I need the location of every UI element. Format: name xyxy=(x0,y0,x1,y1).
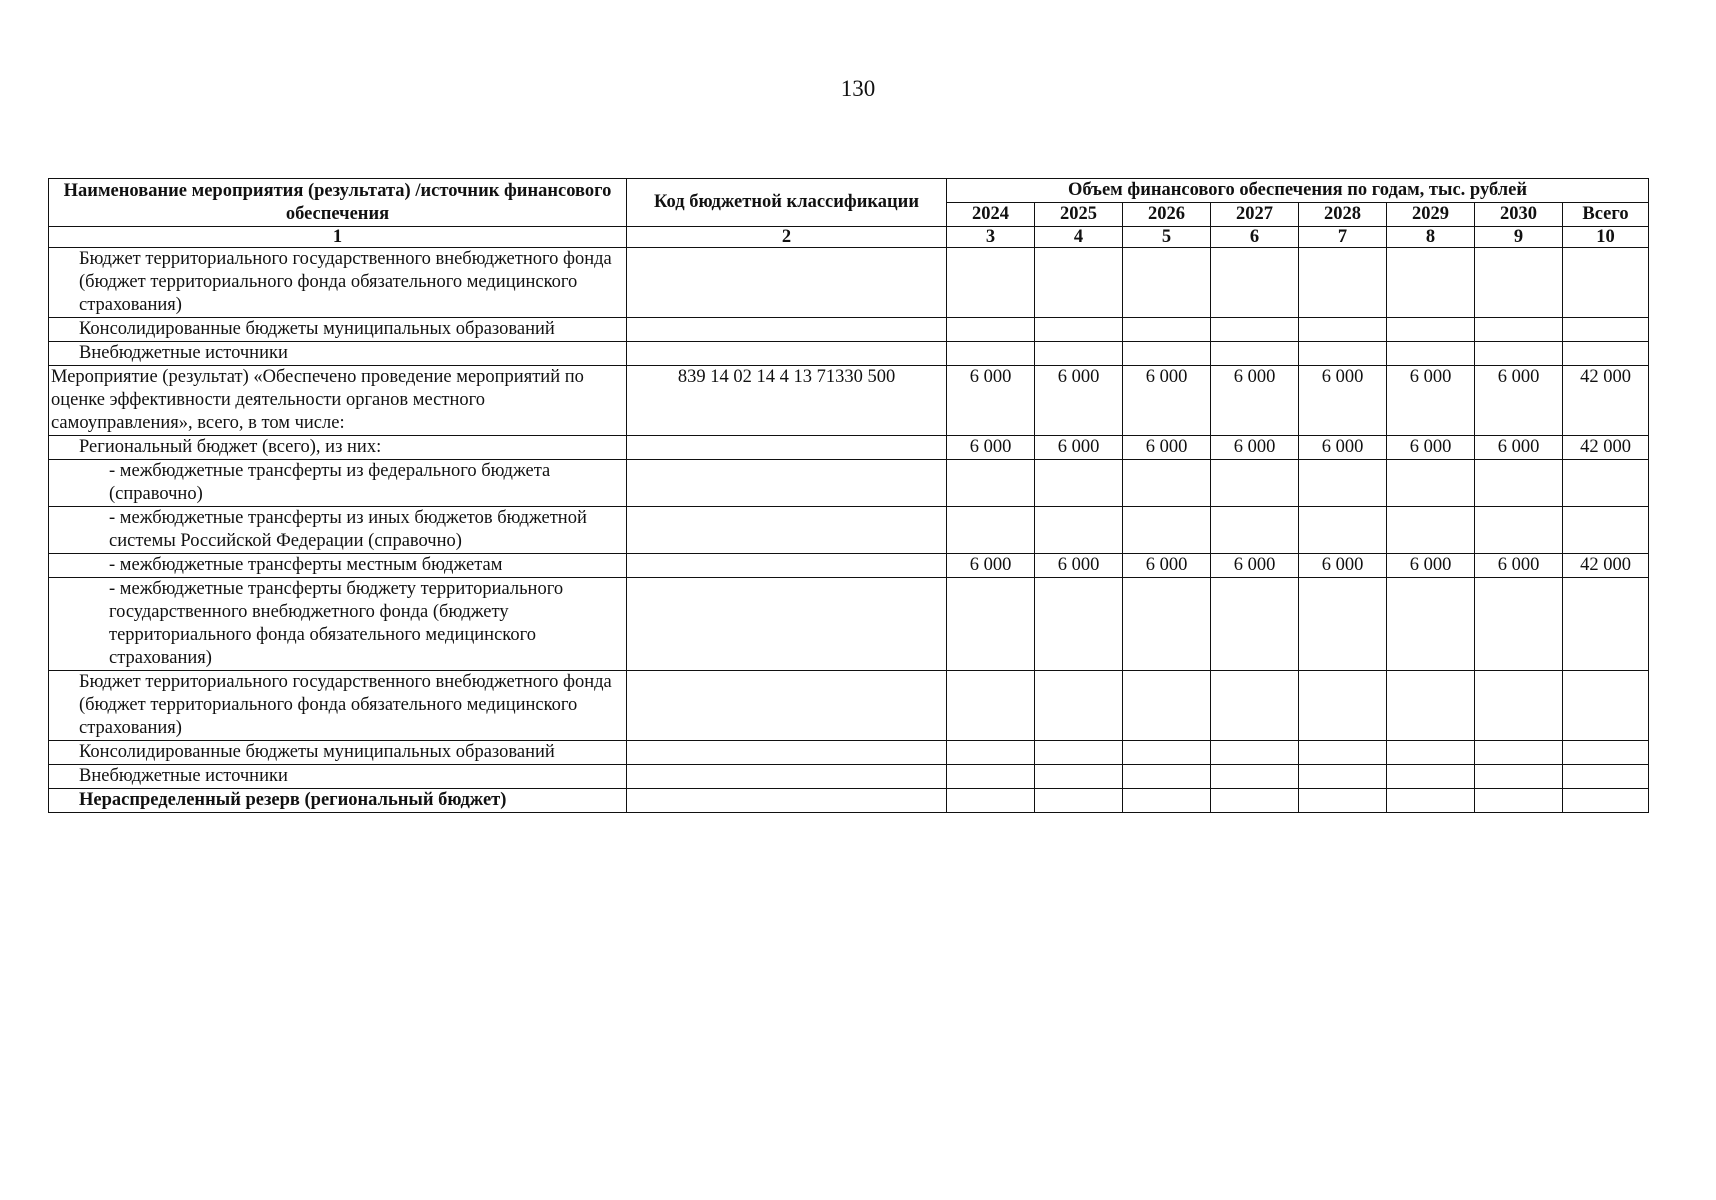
column-number: 9 xyxy=(1475,227,1563,248)
page-number: 130 xyxy=(840,76,876,101)
row-name: - межбюджетные трансферты местным бюджетам xyxy=(49,554,627,578)
row-value xyxy=(1299,765,1387,789)
row-value xyxy=(947,507,1035,554)
row-total: 42 000 xyxy=(1563,554,1649,578)
column-number: 8 xyxy=(1387,227,1475,248)
row-value xyxy=(1123,460,1211,507)
row-value xyxy=(1035,248,1123,318)
row-value xyxy=(1299,578,1387,671)
row-value xyxy=(947,789,1035,813)
header-year: 2030 xyxy=(1475,203,1563,227)
table-row xyxy=(49,741,1649,765)
row-value: 6 000 xyxy=(1035,554,1123,578)
row-name: Консолидированные бюджеты муниципальных образований xyxy=(49,318,627,342)
table-row xyxy=(49,671,1649,741)
row-total xyxy=(1563,342,1649,366)
row-value xyxy=(1299,248,1387,318)
row-value xyxy=(1299,507,1387,554)
row-total xyxy=(1563,789,1649,813)
row-total xyxy=(1563,318,1649,342)
row-value: 6 000 xyxy=(1387,436,1475,460)
row-total: 42 000 xyxy=(1563,436,1649,460)
row-value xyxy=(1387,789,1475,813)
header-year: 2026 xyxy=(1123,203,1211,227)
header-year: 2027 xyxy=(1211,203,1299,227)
column-number: 1 xyxy=(49,227,627,248)
column-number: 2 xyxy=(627,227,947,248)
column-number: 6 xyxy=(1211,227,1299,248)
row-value xyxy=(1387,248,1475,318)
row-value xyxy=(1123,578,1211,671)
row-value xyxy=(1299,671,1387,741)
row-value xyxy=(1475,460,1563,507)
row-name: - межбюджетные трансферты бюджету территориального государственного внебюджетного фонда (бюджету территориального фонда обязательного медицинского страхования) xyxy=(49,578,627,671)
row-value xyxy=(1123,342,1211,366)
row-name: - межбюджетные трансферты из федерального бюджета (справочно) xyxy=(49,460,627,507)
row-name: Внебюджетные источники xyxy=(49,342,627,366)
row-value: 6 000 xyxy=(947,366,1035,436)
row-value xyxy=(1035,318,1123,342)
row-value xyxy=(1475,578,1563,671)
column-number: 10 xyxy=(1563,227,1649,248)
row-value: 6 000 xyxy=(947,436,1035,460)
row-value: 6 000 xyxy=(1387,366,1475,436)
row-code xyxy=(627,765,947,789)
row-value: 6 000 xyxy=(1475,554,1563,578)
row-code xyxy=(627,436,947,460)
header-volume: Объем финансового обеспечения по годам, тыс. рублей xyxy=(947,179,1649,203)
row-value: 6 000 xyxy=(1299,436,1387,460)
row-value xyxy=(1475,789,1563,813)
row-value: 6 000 xyxy=(1387,554,1475,578)
table-row xyxy=(49,460,1649,507)
header-total: Всего xyxy=(1563,203,1649,227)
row-value xyxy=(1211,318,1299,342)
row-name: Мероприятие (результат) «Обеспечено проведение мероприятий по оценке эффективности деятельности органов местного самоуправления», всего, в том числе: xyxy=(49,366,627,436)
header-name: Наименование мероприятия (результата) /источник финансового обеспечения xyxy=(49,179,627,227)
row-value xyxy=(1035,789,1123,813)
row-value xyxy=(1475,671,1563,741)
row-name: Внебюджетные источники xyxy=(49,765,627,789)
row-value: 6 000 xyxy=(1211,366,1299,436)
row-value: 6 000 xyxy=(1035,366,1123,436)
row-value xyxy=(1387,741,1475,765)
column-number: 5 xyxy=(1123,227,1211,248)
header-code: Код бюджетной классификации xyxy=(627,179,947,227)
row-value xyxy=(1123,671,1211,741)
row-value xyxy=(1387,671,1475,741)
row-value xyxy=(1387,342,1475,366)
financing-table xyxy=(48,178,1649,813)
row-value: 6 000 xyxy=(1123,554,1211,578)
row-value xyxy=(1211,248,1299,318)
row-value xyxy=(947,578,1035,671)
row-code xyxy=(627,741,947,765)
header-year: 2028 xyxy=(1299,203,1387,227)
row-code xyxy=(627,342,947,366)
row-value: 6 000 xyxy=(1211,436,1299,460)
row-value xyxy=(1475,741,1563,765)
table-row xyxy=(49,578,1649,671)
row-value xyxy=(1299,460,1387,507)
row-value xyxy=(947,741,1035,765)
row-value xyxy=(1299,342,1387,366)
row-value xyxy=(1123,765,1211,789)
row-name: - межбюджетные трансферты из иных бюджетов бюджетной системы Российской Федерации (справочно) xyxy=(49,507,627,554)
column-number: 7 xyxy=(1299,227,1387,248)
row-value xyxy=(1123,248,1211,318)
row-value xyxy=(1035,507,1123,554)
row-value xyxy=(1475,765,1563,789)
row-value: 6 000 xyxy=(1123,366,1211,436)
table-row xyxy=(49,554,1649,578)
row-total xyxy=(1563,671,1649,741)
row-total: 42 000 xyxy=(1563,366,1649,436)
table-row xyxy=(49,342,1649,366)
row-value xyxy=(1123,318,1211,342)
table-row xyxy=(49,436,1649,460)
row-code xyxy=(627,460,947,507)
row-value xyxy=(1123,741,1211,765)
row-value xyxy=(1123,507,1211,554)
column-number: 3 xyxy=(947,227,1035,248)
row-value xyxy=(1035,578,1123,671)
row-value xyxy=(1211,671,1299,741)
row-value: 6 000 xyxy=(1299,554,1387,578)
row-value xyxy=(947,671,1035,741)
header-year: 2025 xyxy=(1035,203,1123,227)
row-value xyxy=(1035,342,1123,366)
row-value xyxy=(947,318,1035,342)
row-value: 6 000 xyxy=(1211,554,1299,578)
row-value xyxy=(1211,342,1299,366)
table-body xyxy=(49,248,1649,813)
row-value: 6 000 xyxy=(1299,366,1387,436)
table-row xyxy=(49,507,1649,554)
row-code xyxy=(627,554,947,578)
row-value: 6 000 xyxy=(1123,436,1211,460)
table-row xyxy=(49,318,1649,342)
row-value: 6 000 xyxy=(1475,436,1563,460)
header-year: 2024 xyxy=(947,203,1035,227)
row-value xyxy=(1035,741,1123,765)
row-value xyxy=(1035,765,1123,789)
row-total xyxy=(1563,578,1649,671)
row-value xyxy=(1387,460,1475,507)
row-value xyxy=(1299,741,1387,765)
row-value xyxy=(1475,507,1563,554)
row-name: Региональный бюджет (всего), из них: xyxy=(49,436,627,460)
row-code xyxy=(627,789,947,813)
table-row xyxy=(49,789,1649,813)
row-value xyxy=(1387,318,1475,342)
row-value: 6 000 xyxy=(1475,366,1563,436)
table-row xyxy=(49,366,1649,436)
header-year: 2029 xyxy=(1387,203,1475,227)
row-value xyxy=(1211,507,1299,554)
row-value xyxy=(1475,318,1563,342)
row-value xyxy=(1299,789,1387,813)
row-total xyxy=(1563,765,1649,789)
row-name: Бюджет территориального государственного внебюджетного фонда (бюджет территориального фонда обязательного медицинского страхования) xyxy=(49,671,627,741)
row-name: Нераспределенный резерв (региональный бюджет) xyxy=(49,789,627,813)
row-value: 6 000 xyxy=(1035,436,1123,460)
row-value xyxy=(1035,460,1123,507)
row-code xyxy=(627,578,947,671)
row-value xyxy=(1475,342,1563,366)
row-value xyxy=(1211,789,1299,813)
row-name: Бюджет территориального государственного внебюджетного фонда (бюджет территориального фонда обязательного медицинского страхования) xyxy=(49,248,627,318)
row-total xyxy=(1563,248,1649,318)
row-value: 6 000 xyxy=(947,554,1035,578)
row-code xyxy=(627,318,947,342)
row-value xyxy=(1387,507,1475,554)
row-value xyxy=(1211,578,1299,671)
row-code: 839 14 02 14 4 13 71330 500 xyxy=(627,366,947,436)
row-value xyxy=(1211,765,1299,789)
row-value xyxy=(947,765,1035,789)
row-value xyxy=(1035,671,1123,741)
row-code xyxy=(627,671,947,741)
row-value xyxy=(1299,318,1387,342)
row-value xyxy=(947,460,1035,507)
row-value xyxy=(1211,460,1299,507)
row-value xyxy=(947,248,1035,318)
row-value xyxy=(1475,248,1563,318)
row-value xyxy=(947,342,1035,366)
row-code xyxy=(627,507,947,554)
row-name: Консолидированные бюджеты муниципальных образований xyxy=(49,741,627,765)
row-value xyxy=(1387,578,1475,671)
row-value xyxy=(1211,741,1299,765)
row-value xyxy=(1387,765,1475,789)
table-row xyxy=(49,248,1649,318)
row-code xyxy=(627,248,947,318)
row-total xyxy=(1563,507,1649,554)
row-value xyxy=(1123,789,1211,813)
column-number: 4 xyxy=(1035,227,1123,248)
table-row xyxy=(49,765,1649,789)
row-total xyxy=(1563,460,1649,507)
row-total xyxy=(1563,741,1649,765)
